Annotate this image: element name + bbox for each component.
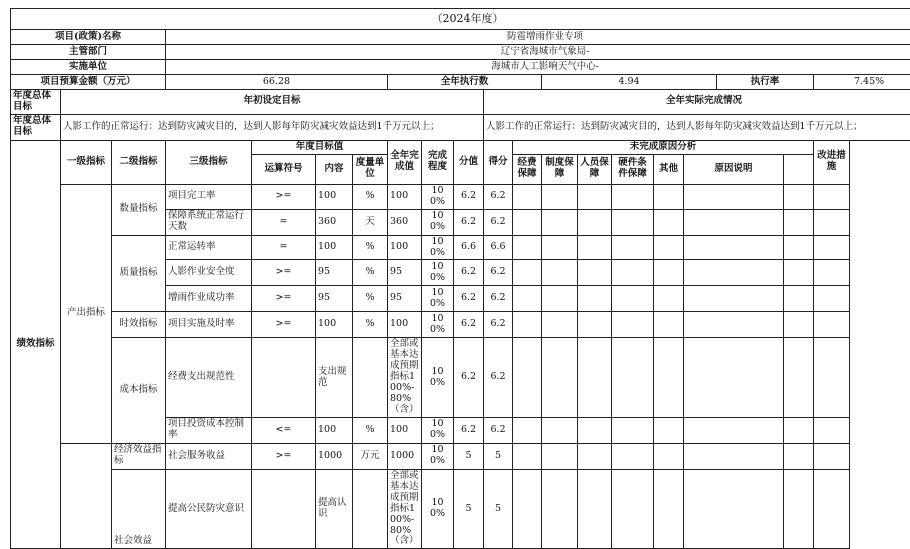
group-quality: 质量指标: [112, 235, 166, 312]
row-name: 社会服务收益: [166, 443, 252, 469]
group-cost: 成本指标: [112, 338, 166, 443]
row-score: 6.2: [484, 260, 513, 286]
row-content: 95: [316, 260, 353, 286]
impl-label: 实施单位: [11, 60, 166, 75]
impl-value: 海城市人工影响天气中心-: [166, 60, 910, 75]
header-op: 运算符号: [252, 154, 316, 184]
impl-row: [11, 60, 910, 75]
group-quantity: 数量指标: [112, 184, 166, 235]
row-unit: [353, 338, 388, 417]
row-value: 6.2: [454, 312, 484, 338]
budget-value: 66.28: [166, 75, 388, 90]
row-op: <=: [252, 417, 316, 443]
header-level2: 二级指标: [112, 140, 166, 184]
row-op: >=: [252, 443, 316, 469]
row-score: 6.2: [484, 286, 513, 312]
row-score: 5: [484, 469, 513, 548]
header-r-blank: [784, 154, 814, 184]
row-score: 6.2: [484, 338, 513, 417]
row-full: 1000: [388, 443, 422, 469]
dept-label: 主管部门: [11, 45, 166, 60]
project-name-label: 项目(政策)名称: [11, 30, 166, 45]
row-name: 项目完工率: [166, 184, 252, 209]
table-row: [11, 235, 910, 260]
row-name: 经费支出规范性: [166, 338, 252, 417]
row-name: 项目投资成本控制率: [166, 417, 252, 443]
row-content: 95: [316, 286, 353, 312]
row-content: 100: [316, 312, 353, 338]
project-name-row: [11, 30, 910, 45]
row-score: 6.2: [484, 184, 513, 209]
header-full-year: 全年完成值: [388, 140, 422, 184]
row-degree: 100%: [422, 469, 454, 548]
header-r-funding: 经费保障: [513, 154, 542, 184]
row-unit: %: [353, 260, 388, 286]
dept-row: [11, 45, 910, 60]
row-value: 5: [454, 469, 484, 548]
header-score: 得分: [484, 140, 513, 184]
project-name-value: 防雹增雨作业专项: [166, 30, 910, 45]
header-score-value: 分值: [454, 140, 484, 184]
header-annual-target: 年度目标值: [252, 140, 388, 154]
row-degree: 100%: [422, 417, 454, 443]
exec-label: 全年执行数: [388, 75, 542, 90]
row-degree: 100%: [422, 260, 454, 286]
row-degree: 100%: [422, 209, 454, 235]
row-full: 100: [388, 312, 422, 338]
row-full: 全部或基本达成预期指标100%-80%（含）: [388, 338, 422, 417]
row-name: 人影作业安全度: [166, 260, 252, 286]
row-full: 360: [388, 209, 422, 235]
header-reasons: 未完成原因分析: [513, 140, 814, 154]
row-value: 6.2: [454, 417, 484, 443]
header-improve: 改进措施: [814, 140, 850, 184]
budget-label: 项目预算金额（万元）: [11, 75, 166, 90]
row-value: 6.2: [454, 260, 484, 286]
header-level3: 三级指标: [166, 140, 252, 184]
budget-row: [11, 75, 910, 90]
goal-header-row: [11, 90, 910, 115]
row-content: 100: [316, 235, 353, 260]
row-op: >=: [252, 312, 316, 338]
goal-text-row: [11, 114, 910, 140]
header-degree: 完成程度: [422, 140, 454, 184]
group-time: 时效指标: [112, 312, 166, 338]
rate-value: 7.45%: [814, 75, 910, 90]
row-degree: 100%: [422, 235, 454, 260]
rate-label: 执行率: [717, 75, 814, 90]
table-row: [11, 338, 910, 354]
row-name: 项目实施及时率: [166, 312, 252, 338]
row-op: [252, 469, 316, 548]
row-full: 100: [388, 184, 422, 209]
header-level1: 一级指标: [61, 140, 112, 184]
row-score: 6.2: [484, 209, 513, 235]
row-op: [252, 338, 316, 417]
row-score: 6.2: [484, 312, 513, 338]
row-op: >=: [252, 184, 316, 209]
performance-table: [10, 8, 910, 549]
row-value: 5: [454, 443, 484, 469]
row-op: >=: [252, 260, 316, 286]
group-output: 产出指标: [61, 184, 112, 443]
row-value: 6.2: [454, 286, 484, 312]
row-content: 360: [316, 209, 353, 235]
row-score: 5: [484, 443, 513, 469]
row-score: 6.2: [484, 417, 513, 443]
row-unit: 天: [353, 209, 388, 235]
header-r-note: 原因说明: [684, 154, 784, 184]
row-unit: %: [353, 417, 388, 443]
row-op: =: [252, 209, 316, 235]
row-unit: [353, 469, 388, 548]
performance-table-sheet: [10, 8, 900, 549]
row-name: 保障系统正常运行天数: [166, 209, 252, 235]
table-row: [11, 469, 910, 484]
row-content: 1000: [316, 443, 353, 469]
initial-goal-text: 人影工作的正常运行：达到防灾减灾目的，达到人影每年防灾减灾效益达到1千万元以上；: [61, 114, 484, 140]
row-name: 正常运转率: [166, 235, 252, 260]
row-op: >=: [252, 286, 316, 312]
perf-indicator-label: 绩效指标: [11, 140, 61, 549]
row-op: =: [252, 235, 316, 260]
row-content: 提高认识: [316, 469, 353, 548]
row-content: 100: [316, 417, 353, 443]
row-value: 6.6: [454, 235, 484, 260]
table-row: [11, 184, 910, 209]
header-row-1: [11, 140, 910, 154]
row-content: 支出规范: [316, 338, 353, 417]
header-r-system: 制度保障: [542, 154, 578, 184]
row-full: 95: [388, 260, 422, 286]
group-social: 社会效益: [112, 469, 166, 548]
header-r-hardware: 硬件条件保障: [612, 154, 654, 184]
row-degree: 100%: [422, 338, 454, 417]
row-value: 6.2: [454, 338, 484, 417]
year-title: （2024年度）: [11, 9, 910, 30]
table-row: [11, 443, 910, 456]
header-r-staff: 人员保障: [578, 154, 612, 184]
row-score: 6.6: [484, 235, 513, 260]
row-unit: 万元: [353, 443, 388, 469]
row-full: 100: [388, 417, 422, 443]
row-full: 95: [388, 286, 422, 312]
row-degree: 100%: [422, 443, 454, 469]
row-value: 6.2: [454, 209, 484, 235]
row-full: 100: [388, 235, 422, 260]
row-full: 全部或基本达成预期指标100%-80%（含）: [388, 469, 422, 548]
table-row: [11, 312, 910, 325]
header-content: 内容: [316, 154, 353, 184]
header-r-other: 其他: [654, 154, 684, 184]
group-effect-blank: [61, 443, 112, 548]
year-row: [11, 9, 910, 30]
row-unit: %: [353, 286, 388, 312]
row-name: 提高公民防灾意识: [166, 469, 252, 548]
actual-goal-text: 人影工作的正常运行：达到防灾减灾目的，达到人影每年防灾减灾效益达到1千万元以上；: [484, 114, 910, 140]
row-degree: 100%: [422, 312, 454, 338]
row-content: 100: [316, 184, 353, 209]
row-name: 增雨作业成功率: [166, 286, 252, 312]
row-degree: 100%: [422, 286, 454, 312]
initial-goal-header: 年初设定目标: [61, 90, 484, 115]
goal-label-1: 年度总体目标: [11, 90, 61, 115]
dept-value: 辽宁省海城市气象局-: [166, 45, 910, 60]
group-economic: 经济效益指标: [112, 443, 166, 469]
row-unit: %: [353, 235, 388, 260]
row-value: 6.2: [454, 184, 484, 209]
actual-goal-header: 全年实际完成情况: [484, 90, 910, 115]
row-degree: 100%: [422, 184, 454, 209]
header-unit: 度量单位: [353, 154, 388, 184]
goal-label-2: 年度总体目标: [11, 114, 61, 140]
row-unit: %: [353, 184, 388, 209]
exec-value: 4.94: [542, 75, 717, 90]
row-unit: %: [353, 312, 388, 338]
